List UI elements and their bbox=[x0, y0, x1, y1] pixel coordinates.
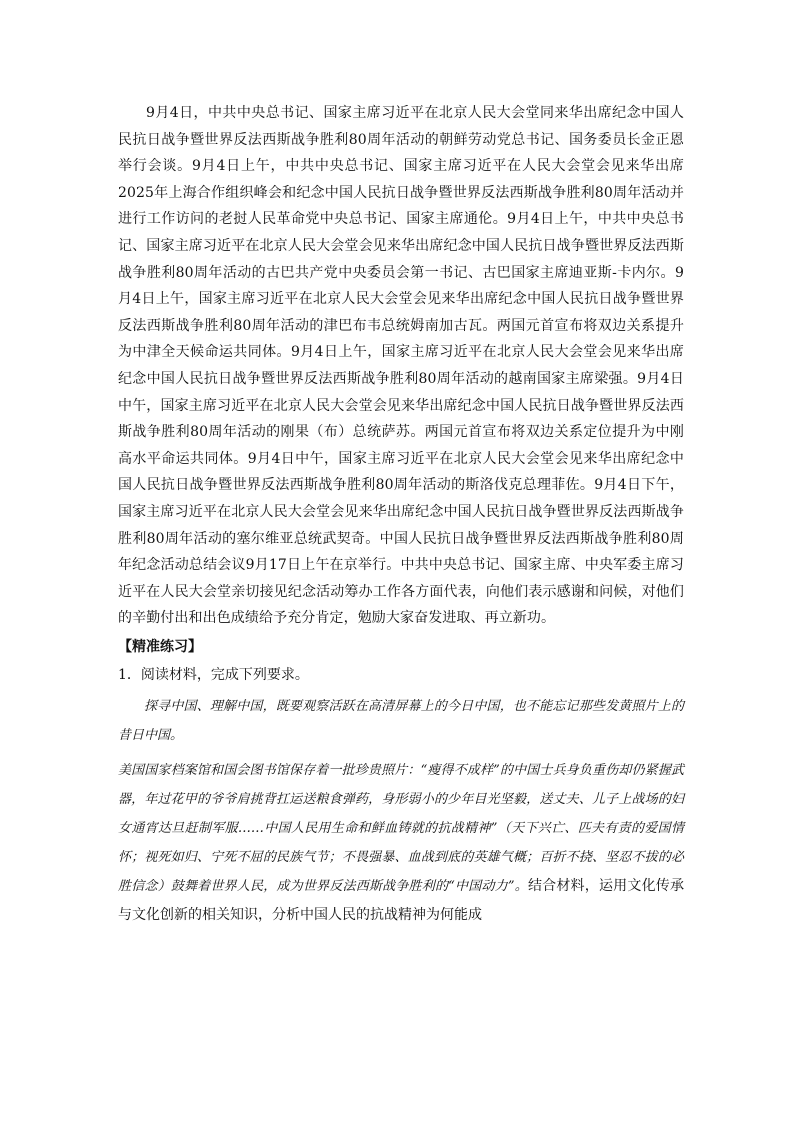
material-quote: 美国国家档案馆和国会图书馆保存着一批珍贵照片：“瘦得不成样”的中国士兵身负重伤却仍紧握武器，年过花甲的爷爷肩挑背扛运送粮食弹药，身形弱小的少年目光坚毅，送丈夫、儿子上战场的妇女通宵达旦赶制军服……中国人民用生命和鲜血铸就的抗战精神”（天下兴亡、匹夫有责的爱国情怀；视死如归、宁死不屈的民族气节；不畏强暴、血战到底的英雄气概；百折不挠、坚忍不拔的必胜信念）鼓舞着世界人民，成为世界反法西斯战争胜利的“中国动力”。 bbox=[118, 762, 684, 894]
question-instruction: 结合材料，运用文化传承与文化创新的相关知识，分析中国人民的抗战精神为何能成 bbox=[118, 877, 685, 923]
section-heading: 【精准练习】 bbox=[118, 638, 202, 655]
document-body bbox=[118, 100, 684, 930]
material-intro: 探寻中国、理解中国，既要观察活跃在高清屏幕上的今日中国，也不能忘记那些发黄照片上的昔日中国。 bbox=[118, 698, 684, 743]
news-paragraph: 9月4日，中共中央总书记、国家主席习近平在北京人民大会堂同来华出席纪念中国人民抗日战争暨世界反法西斯战争胜利80周年活动的朝鲜劳动党总书记、国务委员长金正恩举行会谈。9月4日上午，中共中央总书记、国家主席习近平在人民大会堂会见来华出席2025年上海合作组织峰会和纪念中国人民抗日战争暨世界反法西斯战争胜利80周年活动并进行工作访问的老挝人民革命党中央总书记、国家主席通伦。9月4日上午，中共中央总书记、国家主席习近平在北京人民大会堂会见来华出席纪念中国人民抗日战争暨世界反法西斯战争胜利80周年活动的古巴共产党中央委员会第一书记、古巴国家主席迪亚斯-卡内尔。9月4日上午，国家主席习近平在北京人民大会堂会见来华出席纪念中国人民抗日战争暨世界反法西斯战争胜利80周年活动的津巴布韦总统姆南加古瓦。两国元首宣布将双边关系提升为中津全天候命运共同体。9月4日上午，国家主席习近平在北京人民大会堂会见来华出席纪念中国人民抗日战争暨世界反法西斯战争胜利80周年活动的越南国家主席梁强。9月4日中午，国家主席习近平在北京人民大会堂会见来华出席纪念中国人民抗日战争暨世界反法西斯战争胜利80周年活动的刚果（布）总统萨苏。两国元首宣布将双边关系定位提升为中刚高水平命运共同体。9月4日中午，国家主席习近平在北京人民大会堂会见来华出席纪念中国人民抗日战争暨世界反法西斯战争胜利80周年活动的斯洛伐克总理菲佐。9月4日下午，国家主席习近平在北京人民大会堂会见来华出席纪念中国人民抗日战争暨世界反法西斯战争胜利80周年活动的塞尔维亚总统武契奇。中国人民抗日战争暨世界反法西斯战争胜利80周年纪念活动总结会议9月17日上午在京举行。中共中央总书记、国家主席、中央军委主席习近平在人民大会堂亲切接见纪念活动筹办工作各方面代表，向他们表示感谢和问候，对他们的辛勤付出和出色成绩给予充分肯定，勉励大家奋发进取、再立新功。 bbox=[118, 105, 684, 627]
material-body bbox=[118, 756, 684, 930]
question-prompt: 1．阅读材料，完成下列要求。 bbox=[118, 666, 309, 683]
